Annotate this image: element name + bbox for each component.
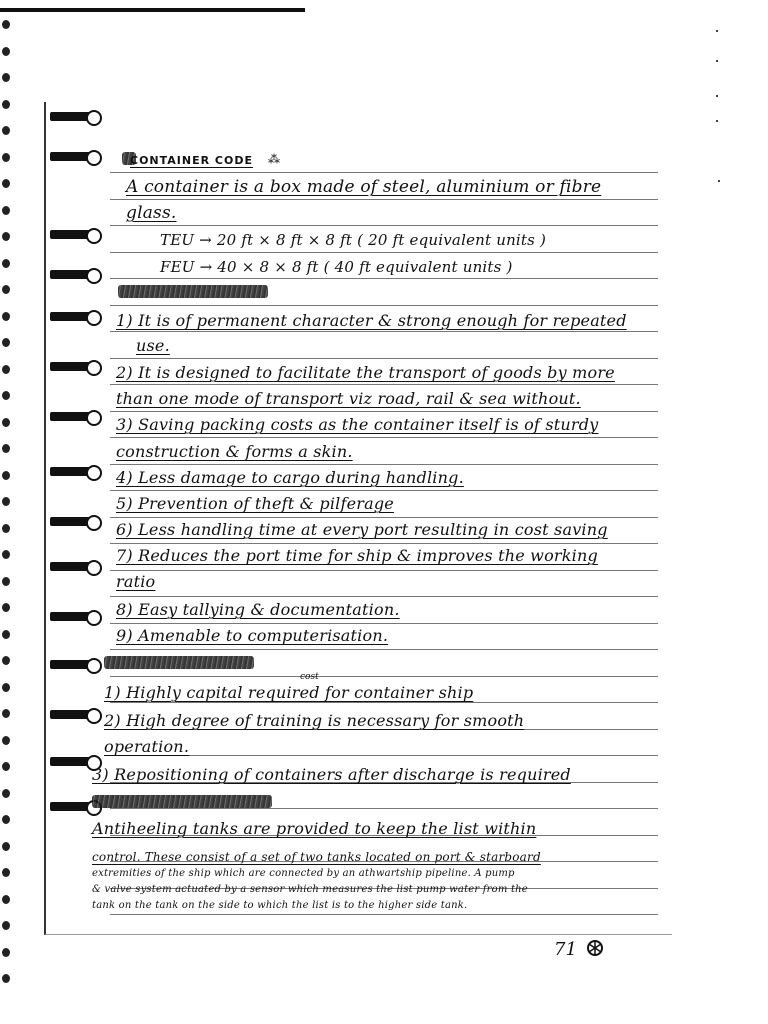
binder-hole [2, 365, 10, 374]
binder-hole [2, 391, 10, 400]
advantage-7-line-1: 7) Reduces the port time for ship & improves the working [116, 546, 598, 565]
ruled-line [110, 490, 658, 491]
disadvantage-2-line-2: operation. [104, 737, 190, 756]
ruled-line [110, 411, 658, 412]
antiheeling-line-4: & valve system actuated by a sensor which measures the list pump water from the [92, 884, 528, 895]
ruled-line [110, 623, 658, 624]
advantage-3-line-1: 3) Saving packing costs as the container itself is of sturdy [116, 415, 599, 434]
binder-holes [0, 20, 16, 1000]
spiral-coil [50, 610, 100, 622]
binder-hole [2, 444, 10, 453]
title-scribble: ⁂ [268, 152, 281, 166]
antiheeling-line-5: tank on the tank on the side to which the list is to the higher side tank. [92, 900, 468, 911]
ruled-line [110, 702, 658, 703]
binder-hole [2, 683, 10, 692]
binder-hole [2, 20, 10, 29]
binder-hole [2, 206, 10, 215]
spiral-coil [50, 465, 100, 477]
binder-hole [2, 524, 10, 533]
spiral-binding [50, 110, 102, 810]
scan-speck [716, 95, 718, 97]
spiral-coil [50, 268, 100, 280]
binder-hole [2, 47, 10, 56]
antiheeling-line-2: control. These consist of a set of two tanks located on port & starboard [92, 850, 541, 864]
ruled-line [110, 570, 658, 571]
scan-speck [718, 180, 720, 182]
spiral-coil [50, 150, 100, 162]
binder-hole [2, 948, 10, 957]
binder-hole [2, 736, 10, 745]
binder-hole [2, 497, 10, 506]
disadvantage-1: 1) Highly capital required for container ship [104, 683, 474, 702]
teu-definition: TEU → 20 ft × 8 ft × 8 ft ( 20 ft equivalent units ) [160, 231, 547, 249]
advantage-8: 8) Easy tallying & documentation. [116, 600, 400, 619]
spiral-coil [50, 110, 100, 122]
binder-hole [2, 232, 10, 241]
spiral-coil [50, 310, 100, 322]
ruled-line [110, 358, 658, 359]
binder-hole [2, 762, 10, 771]
advantage-2-line-2: than one mode of transport viz road, rail & sea without. [116, 389, 581, 408]
spiral-coil [50, 658, 100, 670]
binder-hole [2, 259, 10, 268]
feu-definition: FEU → 40 × 8 × 8 ft ( 40 ft equivalent units ) [160, 258, 513, 276]
advantage-1-line-2: use. [136, 336, 170, 355]
antiheeling-heading-scribble [92, 795, 272, 808]
binder-hole [2, 471, 10, 480]
binder-hole [2, 895, 10, 904]
ruled-line [110, 331, 658, 332]
advantage-9: 9) Amenable to computerisation. [116, 626, 389, 645]
cost-insertion: cost [300, 672, 319, 682]
ruled-line [110, 172, 658, 173]
scan-speck [716, 60, 718, 62]
spiral-coil [50, 410, 100, 422]
spiral-coil [50, 708, 100, 720]
spiral-coil [50, 360, 100, 372]
binder-hole [2, 921, 10, 930]
disadvantage-2-line-1: 2) High degree of training is necessary for smooth [104, 711, 525, 730]
ruled-line [110, 914, 658, 915]
ruled-line [110, 305, 658, 306]
advantage-3-line-2: construction & forms a skin. [116, 442, 353, 461]
spiral-coil [50, 515, 100, 527]
advantage-6: 6) Less handling time at every port resulting in cost saving [116, 520, 608, 539]
binder-hole [2, 789, 10, 798]
binder-hole [2, 100, 10, 109]
disadvantages-heading-scribble [104, 656, 254, 669]
intro-line-2: glass. [126, 203, 177, 223]
ruled-line [110, 437, 658, 438]
binder-hole [2, 577, 10, 586]
binder-hole [2, 974, 10, 983]
intro-line-1: A container is a box made of steel, aluminium or fibre [126, 177, 602, 197]
binder-hole [2, 73, 10, 82]
ruled-line [110, 808, 658, 809]
binder-hole [2, 603, 10, 612]
binder-hole [2, 179, 10, 188]
spiral-coil [50, 228, 100, 240]
ruled-line [110, 517, 658, 518]
ruled-line [110, 464, 658, 465]
advantage-5: 5) Prevention of theft & pilferage [116, 494, 394, 513]
spiral-coil [50, 560, 100, 572]
binder-hole [2, 338, 10, 347]
binder-hole [2, 709, 10, 718]
antiheeling-line-3: extremities of the ship which are connected by an athwartship pipeline. A pump [92, 868, 515, 879]
antiheeling-line-1: Antiheeling tanks are provided to keep the list within [92, 819, 537, 838]
binder-hole [2, 126, 10, 135]
ruled-line [110, 596, 658, 597]
page-number-flourish [584, 938, 606, 958]
ruled-line [110, 225, 658, 226]
binder-hole [2, 630, 10, 639]
ruled-line [110, 543, 658, 544]
binder-hole [2, 418, 10, 427]
binder-hole [2, 153, 10, 162]
advantage-2-line-1: 2) It is designed to facilitate the transport of goods by more [116, 363, 615, 382]
ruled-line [110, 649, 658, 650]
ruled-line [110, 384, 658, 385]
binder-hole [2, 312, 10, 321]
characteristics-heading-scribble [118, 285, 268, 298]
page-number: 71 [554, 939, 577, 960]
advantage-1-line-1: 1) It is of permanent character & strong enough for repeated [116, 311, 627, 330]
ruled-line [110, 278, 658, 279]
binder-hole [2, 656, 10, 665]
page-title: CONTAINER CODE [130, 154, 253, 167]
binder-hole [2, 842, 10, 851]
scan-speck [716, 120, 718, 122]
binder-hole [2, 550, 10, 559]
binder-hole [2, 285, 10, 294]
ruled-line [110, 755, 658, 756]
advantage-4: 4) Less damage to cargo during handling. [116, 468, 464, 487]
advantage-7-line-2: ratio [116, 572, 156, 591]
disadvantage-3: 3) Repositioning of containers after discharge is required [92, 765, 571, 784]
binder-hole [2, 868, 10, 877]
ruled-line [110, 199, 658, 200]
binder-hole [2, 815, 10, 824]
scan-edge-line [0, 8, 305, 12]
notebook-page [44, 102, 672, 935]
scan-speck [716, 30, 718, 32]
ruled-line [110, 676, 658, 677]
ruled-line [110, 252, 658, 253]
